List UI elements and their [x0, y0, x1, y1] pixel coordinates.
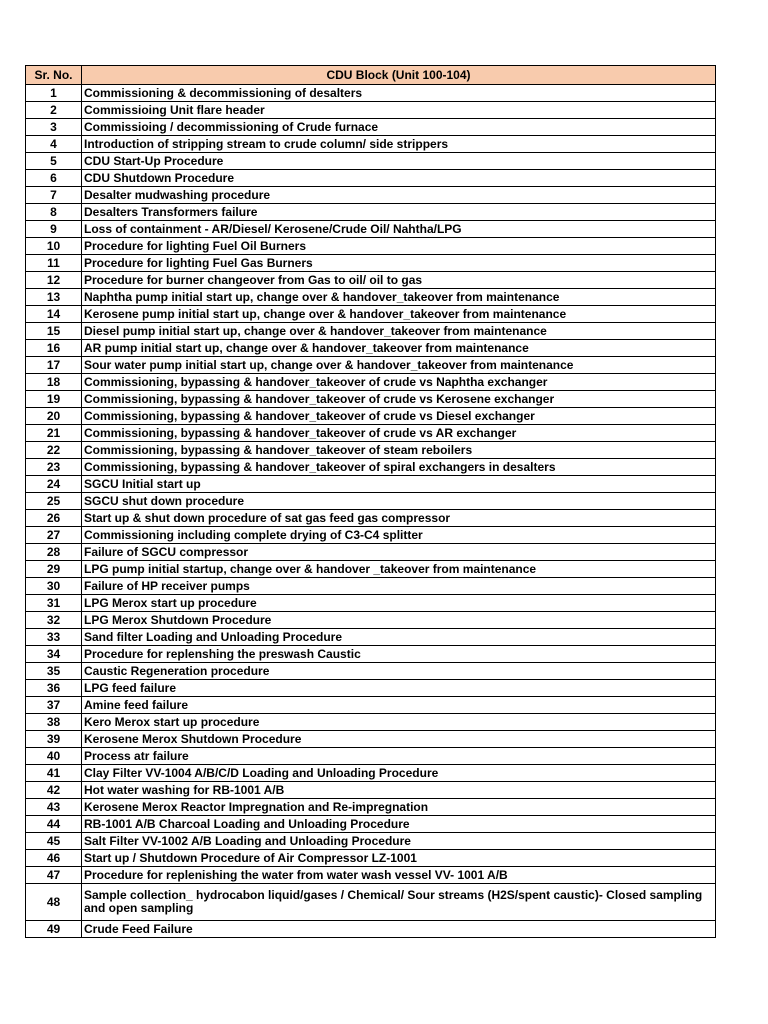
- row-sr-no: 5: [26, 153, 82, 170]
- table-row: [26, 646, 716, 663]
- table-row: [26, 238, 716, 255]
- table-row: [26, 867, 716, 884]
- table-row: [26, 323, 716, 340]
- row-sr-no: 42: [26, 782, 82, 799]
- row-description: Start up & shut down procedure of sat gas feed gas compressor: [82, 510, 716, 527]
- row-description: CDU Start-Up Procedure: [82, 153, 716, 170]
- row-description: Commissioning, bypassing & handover_takeover of spiral exchangers in desalters: [82, 459, 716, 476]
- row-description: Commissioning including complete drying of C3-C4 splitter: [82, 527, 716, 544]
- row-sr-no: 13: [26, 289, 82, 306]
- table-row: [26, 391, 716, 408]
- row-sr-no: 39: [26, 731, 82, 748]
- table-row: [26, 459, 716, 476]
- row-sr-no: 17: [26, 357, 82, 374]
- row-description: Start up / Shutdown Procedure of Air Compressor LZ-1001: [82, 850, 716, 867]
- table-row: [26, 272, 716, 289]
- row-description: Diesel pump initial start up, change over & handover_takeover from maintenance: [82, 323, 716, 340]
- row-sr-no: 16: [26, 340, 82, 357]
- row-description: Commissioning, bypassing & handover_takeover of steam reboilers: [82, 442, 716, 459]
- row-sr-no: 45: [26, 833, 82, 850]
- row-sr-no: 38: [26, 714, 82, 731]
- table-row: [26, 578, 716, 595]
- row-description: Kero Merox start up procedure: [82, 714, 716, 731]
- row-description: Procedure for replenishing the water from water wash vessel VV- 1001 A/B: [82, 867, 716, 884]
- row-description: Kerosene Merox Reactor Impregnation and Re-impregnation: [82, 799, 716, 816]
- table-row: [26, 921, 716, 938]
- row-sr-no: 23: [26, 459, 82, 476]
- row-sr-no: 1: [26, 85, 82, 102]
- table-row: [26, 204, 716, 221]
- row-description: Commissioning, bypassing & handover_takeover of crude vs AR exchanger: [82, 425, 716, 442]
- row-description: Kerosene pump initial start up, change over & handover_takeover from maintenance: [82, 306, 716, 323]
- table-row: [26, 119, 716, 136]
- row-description: Commissioning, bypassing & handover_takeover of crude vs Naphtha exchanger: [82, 374, 716, 391]
- table-row: [26, 663, 716, 680]
- row-description: Procedure for burner changeover from Gas to oil/ oil to gas: [82, 272, 716, 289]
- row-sr-no: 31: [26, 595, 82, 612]
- row-sr-no: 33: [26, 629, 82, 646]
- table-row: [26, 748, 716, 765]
- row-description: Failure of HP receiver pumps: [82, 578, 716, 595]
- row-sr-no: 46: [26, 850, 82, 867]
- table-row: [26, 289, 716, 306]
- table-row: [26, 221, 716, 238]
- table-row: [26, 170, 716, 187]
- row-sr-no: 43: [26, 799, 82, 816]
- row-sr-no: 37: [26, 697, 82, 714]
- row-description: Sand filter Loading and Unloading Procedure: [82, 629, 716, 646]
- row-sr-no: 4: [26, 136, 82, 153]
- row-description: Introduction of stripping stream to crude column/ side strippers: [82, 136, 716, 153]
- table-row: [26, 136, 716, 153]
- row-description: Procedure for lighting Fuel Gas Burners: [82, 255, 716, 272]
- row-description: SGCU Initial start up: [82, 476, 716, 493]
- row-sr-no: 40: [26, 748, 82, 765]
- row-sr-no: 7: [26, 187, 82, 204]
- table-row: [26, 595, 716, 612]
- table-row: [26, 153, 716, 170]
- row-description: Amine feed failure: [82, 697, 716, 714]
- procedure-table: [25, 65, 716, 938]
- table-row: [26, 799, 716, 816]
- row-sr-no: 29: [26, 561, 82, 578]
- row-description: LPG pump initial startup, change over & handover _takeover from maintenance: [82, 561, 716, 578]
- row-sr-no: 14: [26, 306, 82, 323]
- table-row: [26, 493, 716, 510]
- row-description: Crude Feed Failure: [82, 921, 716, 938]
- row-sr-no: 20: [26, 408, 82, 425]
- table-body: [26, 85, 716, 938]
- row-sr-no: 8: [26, 204, 82, 221]
- table-row: [26, 408, 716, 425]
- table-row: [26, 425, 716, 442]
- table-row: [26, 442, 716, 459]
- table-row: [26, 187, 716, 204]
- row-sr-no: 24: [26, 476, 82, 493]
- row-description: Commissioning, bypassing & handover_takeover of crude vs Kerosene exchanger: [82, 391, 716, 408]
- row-sr-no: 44: [26, 816, 82, 833]
- row-sr-no: 30: [26, 578, 82, 595]
- row-description: Clay Filter VV-1004 A/B/C/D Loading and Unloading Procedure: [82, 765, 716, 782]
- row-sr-no: 28: [26, 544, 82, 561]
- row-sr-no: 32: [26, 612, 82, 629]
- row-sr-no: 26: [26, 510, 82, 527]
- row-sr-no: 49: [26, 921, 82, 938]
- table-row: [26, 765, 716, 782]
- table-row: [26, 340, 716, 357]
- row-sr-no: 27: [26, 527, 82, 544]
- row-sr-no: 2: [26, 102, 82, 119]
- row-description: Sample collection_ hydrocabon liquid/gases / Chemical/ Sour streams (H2S/spent caustic)- Closed sampling and open sampling: [82, 884, 716, 921]
- header-row: [26, 66, 716, 85]
- row-description: Process atr failure: [82, 748, 716, 765]
- table-row: [26, 714, 716, 731]
- table-row: [26, 680, 716, 697]
- header-cdu-block: CDU Block (Unit 100-104): [82, 66, 716, 85]
- row-sr-no: 41: [26, 765, 82, 782]
- row-description: CDU Shutdown Procedure: [82, 170, 716, 187]
- row-sr-no: 19: [26, 391, 82, 408]
- table-row: [26, 731, 716, 748]
- row-sr-no: 18: [26, 374, 82, 391]
- table-row: [26, 612, 716, 629]
- header-sr-no: Sr. No.: [26, 66, 82, 85]
- table-row: [26, 306, 716, 323]
- row-description: LPG Merox Shutdown Procedure: [82, 612, 716, 629]
- table-row: [26, 544, 716, 561]
- row-sr-no: 10: [26, 238, 82, 255]
- row-description: Procedure for lighting Fuel Oil Burners: [82, 238, 716, 255]
- row-description: Salt Filter VV-1002 A/B Loading and Unloading Procedure: [82, 833, 716, 850]
- table-row: [26, 782, 716, 799]
- row-sr-no: 47: [26, 867, 82, 884]
- row-description: AR pump initial start up, change over & handover_takeover from maintenance: [82, 340, 716, 357]
- row-sr-no: 12: [26, 272, 82, 289]
- table-row: [26, 357, 716, 374]
- table-row: [26, 816, 716, 833]
- row-sr-no: 6: [26, 170, 82, 187]
- table-row: [26, 697, 716, 714]
- table-row: [26, 833, 716, 850]
- row-sr-no: 9: [26, 221, 82, 238]
- row-description: Naphtha pump initial start up, change over & handover_takeover from maintenance: [82, 289, 716, 306]
- row-sr-no: 21: [26, 425, 82, 442]
- table-row: [26, 255, 716, 272]
- table-row: [26, 102, 716, 119]
- table-row: [26, 510, 716, 527]
- row-sr-no: 35: [26, 663, 82, 680]
- row-description: Kerosene Merox Shutdown Procedure: [82, 731, 716, 748]
- row-sr-no: 15: [26, 323, 82, 340]
- row-sr-no: 25: [26, 493, 82, 510]
- row-description: LPG feed failure: [82, 680, 716, 697]
- row-sr-no: 48: [26, 884, 82, 921]
- row-description: SGCU shut down procedure: [82, 493, 716, 510]
- row-description: Commissioning & decommissioning of desalters: [82, 85, 716, 102]
- row-sr-no: 34: [26, 646, 82, 663]
- row-description: Sour water pump initial start up, change over & handover_takeover from maintenance: [82, 357, 716, 374]
- table-row: [26, 850, 716, 867]
- row-description: Caustic Regeneration procedure: [82, 663, 716, 680]
- table-row: [26, 629, 716, 646]
- table-row: [26, 476, 716, 493]
- row-sr-no: 3: [26, 119, 82, 136]
- table-row: [26, 85, 716, 102]
- row-sr-no: 22: [26, 442, 82, 459]
- row-description: LPG Merox start up procedure: [82, 595, 716, 612]
- row-sr-no: 36: [26, 680, 82, 697]
- table-row: [26, 374, 716, 391]
- row-description: RB-1001 A/B Charcoal Loading and Unloading Procedure: [82, 816, 716, 833]
- row-description: Failure of SGCU compressor: [82, 544, 716, 561]
- row-description: Hot water washing for RB-1001 A/B: [82, 782, 716, 799]
- row-description: Commissioing / decommissioning of Crude furnace: [82, 119, 716, 136]
- row-description: Desalters Transformers failure: [82, 204, 716, 221]
- table-row: [26, 561, 716, 578]
- row-description: Desalter mudwashing procedure: [82, 187, 716, 204]
- row-description: Commissioning, bypassing & handover_takeover of crude vs Diesel exchanger: [82, 408, 716, 425]
- row-sr-no: 11: [26, 255, 82, 272]
- row-description: Procedure for replenshing the preswash Caustic: [82, 646, 716, 663]
- table-row: [26, 527, 716, 544]
- table-row: [26, 884, 716, 921]
- row-description: Commissioing Unit flare header: [82, 102, 716, 119]
- row-description: Loss of containment - AR/Diesel/ Kerosene/Crude Oil/ Nahtha/LPG: [82, 221, 716, 238]
